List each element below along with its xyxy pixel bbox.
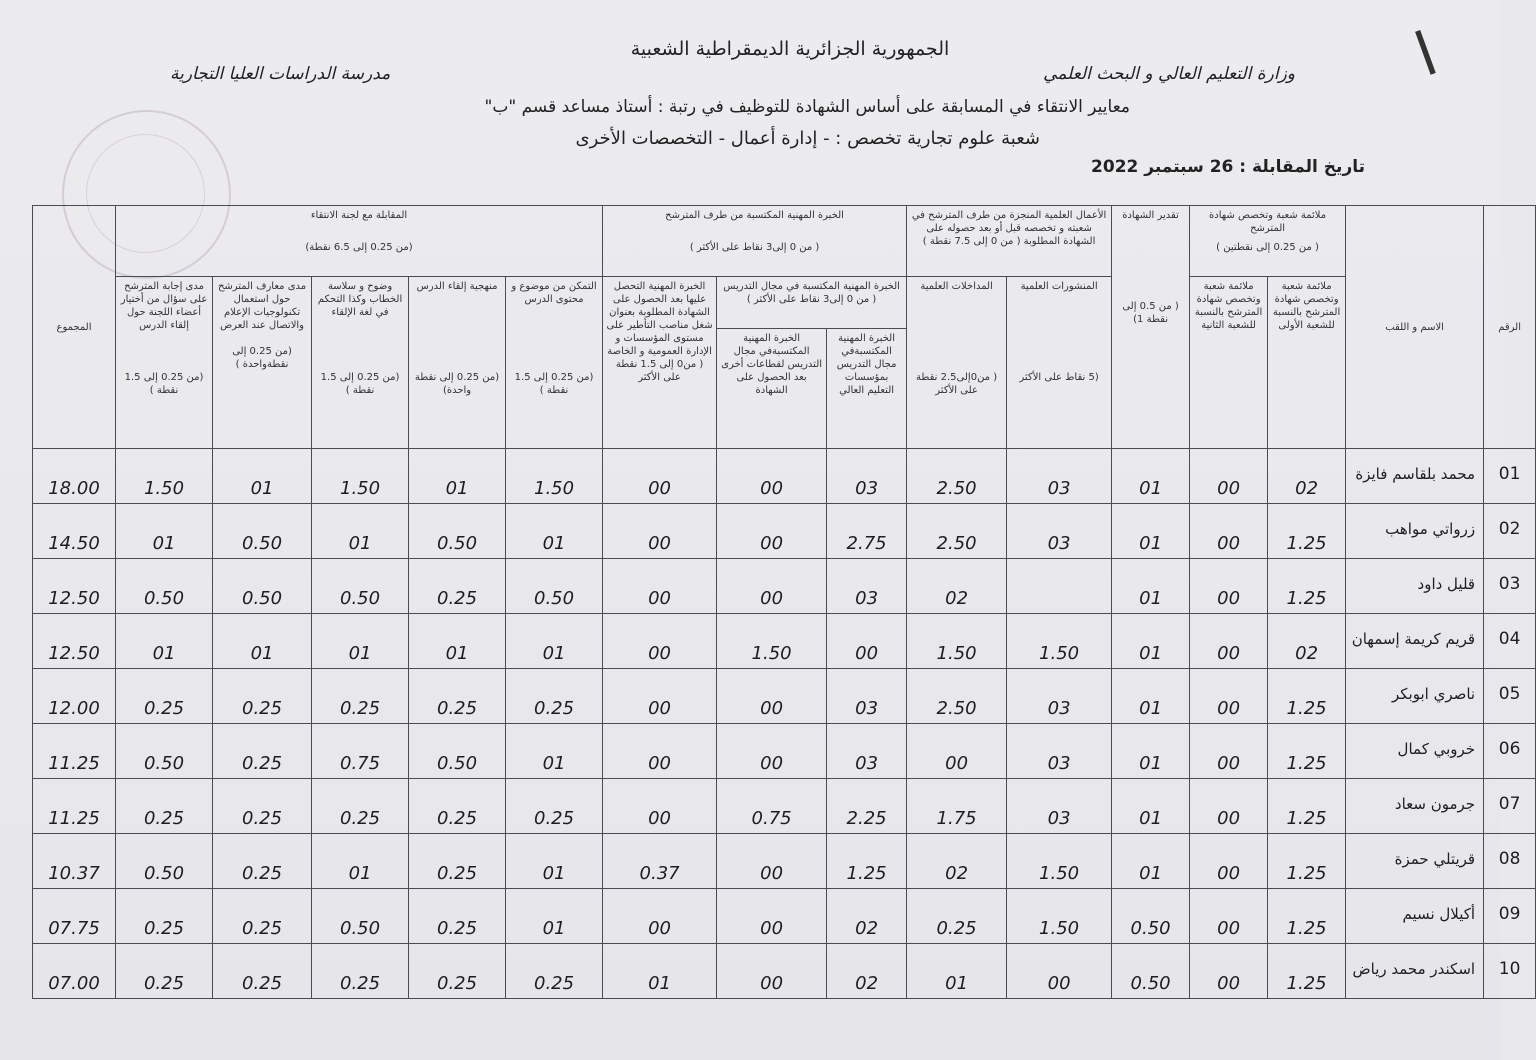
method-score: 0.25 xyxy=(409,834,506,889)
ict-score: 0.50 xyxy=(213,504,312,559)
header-total: المجموع xyxy=(33,206,116,449)
header-experience-group: الخبرة المهنية المكتسبة من طرف المترشح ( من 0 إلى3 نقاط على الأكثر ) xyxy=(603,206,907,277)
mastery-score: 0.25 xyxy=(506,779,603,834)
conferences-score: 2.50 xyxy=(907,504,1007,559)
candidate-name: ناصري ابوبكر xyxy=(1346,669,1484,724)
row-number: 01 xyxy=(1484,449,1536,504)
fit-first-score: 02 xyxy=(1268,614,1346,669)
clarity-score: 0.75 xyxy=(312,724,409,779)
clarity-score: 01 xyxy=(312,834,409,889)
mastery-score: 0.25 xyxy=(506,669,603,724)
header-name: الاسم و اللقب xyxy=(1346,206,1484,449)
exp-management-score: 00 xyxy=(603,669,717,724)
header-interview-group: المقابلة مع لجنة الانتقاء (من 0.25 إلى 6.5 نقطة) xyxy=(116,206,603,277)
exp-management-score: 0.37 xyxy=(603,834,717,889)
exp-other-sectors-score: 00 xyxy=(717,559,827,614)
fit-first-score: 1.25 xyxy=(1268,669,1346,724)
criteria-title: معايير الانتقاء في المسابقة على أساس الشهادة للتوظيف في رتبة : أستاذ مساعد قسم "ب" xyxy=(484,97,1130,117)
grade-score: 01 xyxy=(1112,834,1190,889)
fit-second-score: 00 xyxy=(1190,614,1268,669)
exp-management-score: 01 xyxy=(603,944,717,999)
exp-higher-ed-score: 00 xyxy=(827,614,907,669)
answer-score: 01 xyxy=(116,504,213,559)
publications-score: 03 xyxy=(1007,449,1112,504)
fit-first-score: 1.25 xyxy=(1268,779,1346,834)
row-number: 05 xyxy=(1484,669,1536,724)
exp-other-sectors-score: 00 xyxy=(717,449,827,504)
answer-score: 0.50 xyxy=(116,834,213,889)
header-exp-other-sectors: الخبرة المهنية المكتسبةفي مجال التدريس لقطاعات أخرى بعد الحصول على الشهادة xyxy=(717,329,827,449)
table-row xyxy=(33,504,1536,559)
row-number: 04 xyxy=(1484,614,1536,669)
grade-score: 01 xyxy=(1112,449,1190,504)
method-score: 0.50 xyxy=(409,724,506,779)
answer-score: 0.50 xyxy=(116,724,213,779)
row-number: 09 xyxy=(1484,889,1536,944)
mastery-score: 01 xyxy=(506,834,603,889)
row-number: 07 xyxy=(1484,779,1536,834)
exp-other-sectors-score: 0.75 xyxy=(717,779,827,834)
fit-second-score: 00 xyxy=(1190,669,1268,724)
method-score: 0.25 xyxy=(409,669,506,724)
clarity-score: 1.50 xyxy=(312,449,409,504)
conferences-score: 0.25 xyxy=(907,889,1007,944)
clarity-score: 0.25 xyxy=(312,779,409,834)
clarity-score: 0.50 xyxy=(312,559,409,614)
answer-score: 0.25 xyxy=(116,779,213,834)
mastery-score: 01 xyxy=(506,614,603,669)
ict-score: 0.25 xyxy=(213,779,312,834)
exp-higher-ed-score: 2.25 xyxy=(827,779,907,834)
table-row xyxy=(33,614,1536,669)
table-row xyxy=(33,889,1536,944)
publications-score: 1.50 xyxy=(1007,614,1112,669)
exp-other-sectors-score: 1.50 xyxy=(717,614,827,669)
fit-first-score: 02 xyxy=(1268,449,1346,504)
method-score: 0.25 xyxy=(409,559,506,614)
candidate-name: زرواتي مواهب xyxy=(1346,504,1484,559)
mastery-score: 1.50 xyxy=(506,449,603,504)
table-row xyxy=(33,449,1536,504)
table-row xyxy=(33,779,1536,834)
fit-first-score: 1.25 xyxy=(1268,834,1346,889)
total-score: 10.37 xyxy=(33,834,116,889)
grade-score: 01 xyxy=(1112,779,1190,834)
ict-score: 01 xyxy=(213,449,312,504)
exp-higher-ed-score: 02 xyxy=(827,944,907,999)
grade-score: 01 xyxy=(1112,559,1190,614)
header-exp-higher-ed: الخبرة المهنية المكتسبةفي مجال التدريس بمؤسسات التعليم العالي xyxy=(827,329,907,449)
exp-other-sectors-score: 00 xyxy=(717,834,827,889)
conferences-score: 1.50 xyxy=(907,614,1007,669)
total-score: 11.25 xyxy=(33,779,116,834)
conferences-score: 00 xyxy=(907,724,1007,779)
fit-second-score: 00 xyxy=(1190,504,1268,559)
grade-score: 0.50 xyxy=(1112,889,1190,944)
total-score: 18.00 xyxy=(33,449,116,504)
clarity-score: 01 xyxy=(312,614,409,669)
branch-line: شعبة علوم تجارية تخصص : - إدارة أعمال - التخصصات الأخرى xyxy=(575,128,1040,149)
candidate-name: قريتلي حمزة xyxy=(1346,834,1484,889)
header-fit-second: ملائمة شعبة وتخصص شهادة المترشح بالنسبة للشعبة الثانية xyxy=(1190,277,1268,449)
clarity-score: 01 xyxy=(312,504,409,559)
exp-higher-ed-score: 1.25 xyxy=(827,834,907,889)
publications-score: 00 xyxy=(1007,944,1112,999)
ict-score: 0.25 xyxy=(213,669,312,724)
candidate-name: خروبي كمال xyxy=(1346,724,1484,779)
answer-score: 0.25 xyxy=(116,889,213,944)
header-clarity: وضوح و سلاسة الخطاب وكذا التحكم في لغة الإلقاء (من 0.25 إلى 1.5 نقطة ) xyxy=(312,277,409,449)
fit-second-score: 00 xyxy=(1190,889,1268,944)
mastery-score: 0.25 xyxy=(506,944,603,999)
method-score: 0.50 xyxy=(409,504,506,559)
fit-first-score: 1.25 xyxy=(1268,559,1346,614)
grade-score: 01 xyxy=(1112,669,1190,724)
method-score: 01 xyxy=(409,449,506,504)
conferences-score: 2.50 xyxy=(907,669,1007,724)
exp-other-sectors-score: 00 xyxy=(717,669,827,724)
table-row xyxy=(33,669,1536,724)
row-number: 08 xyxy=(1484,834,1536,889)
ict-score: 0.25 xyxy=(213,724,312,779)
answer-score: 0.50 xyxy=(116,559,213,614)
exp-higher-ed-score: 03 xyxy=(827,449,907,504)
header-answer: مدى إجابة المترشح على سؤال من أختيار أعضاء اللجنة حول إلقاء الدرس (من 0.25 إلى 1.5 نقطة ) xyxy=(116,277,213,449)
conferences-score: 1.75 xyxy=(907,779,1007,834)
fit-second-score: 00 xyxy=(1190,724,1268,779)
header-fit-group: ملائمة شعبة وتخصص شهادة المترشح ( من 0.25 إلى نقطتين ) xyxy=(1190,206,1346,277)
ict-score: 0.25 xyxy=(213,889,312,944)
row-number: 06 xyxy=(1484,724,1536,779)
exp-other-sectors-score: 00 xyxy=(717,724,827,779)
row-number: 02 xyxy=(1484,504,1536,559)
publications-score: 1.50 xyxy=(1007,889,1112,944)
clarity-score: 0.25 xyxy=(312,944,409,999)
candidate-name: أكيلال نسيم xyxy=(1346,889,1484,944)
row-number: 10 xyxy=(1484,944,1536,999)
handwritten-mark-icon: ا xyxy=(1406,19,1447,91)
grade-score: 0.50 xyxy=(1112,944,1190,999)
header-fit-first: ملائمة شعبة وتخصص شهادة المترشح بالنسبة للشعبة الأولى xyxy=(1268,277,1346,449)
header-mastery: التمكن من موضوع و محتوى الدرس (من 0.25 إلى 1.5 نقطة ) xyxy=(506,277,603,449)
header-num: الرقم xyxy=(1484,206,1536,449)
exp-other-sectors-score: 00 xyxy=(717,889,827,944)
row-number: 03 xyxy=(1484,559,1536,614)
fit-second-score: 00 xyxy=(1190,449,1268,504)
table-row xyxy=(33,559,1536,614)
total-score: 12.50 xyxy=(33,614,116,669)
publications-score: 03 xyxy=(1007,779,1112,834)
header-works-group: الأعمال العلمية المنجزة من طرف المترشح في شعبته و تخصصه قبل أو بعد حصوله على الشهادة المطلوبة ( من 0 إلى 7.5 نقطة ) xyxy=(907,206,1112,277)
exp-higher-ed-score: 03 xyxy=(827,669,907,724)
exp-higher-ed-score: 03 xyxy=(827,559,907,614)
method-score: 0.25 xyxy=(409,944,506,999)
clarity-score: 0.25 xyxy=(312,669,409,724)
scores-table xyxy=(32,205,1536,999)
candidate-name: اسكندر محمد رياض xyxy=(1346,944,1484,999)
table-row xyxy=(33,834,1536,889)
header-method: منهجية إلقاء الدرس (من 0.25 إلى نقطة واحدة) xyxy=(409,277,506,449)
conferences-score: 02 xyxy=(907,834,1007,889)
grade-score: 01 xyxy=(1112,614,1190,669)
exp-other-sectors-score: 00 xyxy=(717,944,827,999)
fit-first-score: 1.25 xyxy=(1268,944,1346,999)
candidate-name: قريم كريمة إسمهان xyxy=(1346,614,1484,669)
table-row xyxy=(33,724,1536,779)
candidate-name: جرمون سعاد xyxy=(1346,779,1484,834)
method-score: 01 xyxy=(409,614,506,669)
candidate-name: قليل داود xyxy=(1346,559,1484,614)
table-row xyxy=(33,944,1536,999)
fit-second-score: 00 xyxy=(1190,834,1268,889)
ministry-name: وزارة التعليم العالي و البحث العلمي xyxy=(1043,64,1295,84)
exp-higher-ed-score: 03 xyxy=(827,724,907,779)
fit-second-score: 00 xyxy=(1190,559,1268,614)
mastery-score: 0.50 xyxy=(506,559,603,614)
answer-score: 01 xyxy=(116,614,213,669)
mastery-score: 01 xyxy=(506,724,603,779)
total-score: 12.50 xyxy=(33,559,116,614)
total-score: 07.75 xyxy=(33,889,116,944)
header-grade: تقدير الشهادة ( من 0.5 إلى نقطة 1) xyxy=(1112,206,1190,449)
grade-score: 01 xyxy=(1112,504,1190,559)
exp-other-sectors-score: 00 xyxy=(717,504,827,559)
table-body xyxy=(33,449,1536,999)
header-exp-management: الخبرة المهنية التحصل عليها بعد الحصول على الشهادة المطلوبة بعنوان شغل مناصب التأطير على مستوى المؤسسات و الإدارة العمومية و الخاصة ( من0 إلى 1.5 نقطة على الأكثر xyxy=(603,277,717,449)
fit-first-score: 1.25 xyxy=(1268,504,1346,559)
header-publications: المنشورات العلمية (5 نقاط على الأكثر xyxy=(1007,277,1112,449)
total-score: 12.00 xyxy=(33,669,116,724)
exp-higher-ed-score: 02 xyxy=(827,889,907,944)
school-name: مدرسة الدراسات العليا التجارية xyxy=(170,64,391,84)
exp-management-score: 00 xyxy=(603,449,717,504)
exp-management-score: 00 xyxy=(603,889,717,944)
interview-date: تاريخ المقابلة : 26 سبتمبر 2022 xyxy=(1091,157,1365,177)
header-conferences: المداخلات العلمية ( من0إلى2.5 نقطة على الأكثر xyxy=(907,277,1007,449)
publications-score: 03 xyxy=(1007,669,1112,724)
clarity-score: 0.50 xyxy=(312,889,409,944)
publications-score: 1.50 xyxy=(1007,834,1112,889)
total-score: 14.50 xyxy=(33,504,116,559)
fit-second-score: 00 xyxy=(1190,944,1268,999)
header-exp-teaching: الخبرة المهنية المكتسبة في مجال التدريس ( من 0 إلى3 نقاط على الأكثر ) xyxy=(717,277,907,329)
total-score: 11.25 xyxy=(33,724,116,779)
exp-higher-ed-score: 2.75 xyxy=(827,504,907,559)
publications-score: 03 xyxy=(1007,724,1112,779)
publications-score: 03 xyxy=(1007,504,1112,559)
ict-score: 0.25 xyxy=(213,944,312,999)
total-score: 07.00 xyxy=(33,944,116,999)
ict-score: 01 xyxy=(213,614,312,669)
mastery-score: 01 xyxy=(506,504,603,559)
answer-score: 0.25 xyxy=(116,669,213,724)
fit-first-score: 1.25 xyxy=(1268,724,1346,779)
answer-score: 0.25 xyxy=(116,944,213,999)
header-ict: مدى معارف المترشح حول استعمال تكنولوجيات الإعلام والاتصال عند العرض (من 0.25 إلى نقطةواحدة ) xyxy=(213,277,312,449)
conferences-score: 02 xyxy=(907,559,1007,614)
exp-management-score: 00 xyxy=(603,504,717,559)
answer-score: 1.50 xyxy=(116,449,213,504)
publications-score xyxy=(1007,559,1112,614)
fit-first-score: 1.25 xyxy=(1268,889,1346,944)
mastery-score: 01 xyxy=(506,889,603,944)
conferences-score: 2.50 xyxy=(907,449,1007,504)
candidate-name: محمد بلقاسم فايزة xyxy=(1346,449,1484,504)
exp-management-score: 00 xyxy=(603,559,717,614)
grade-score: 01 xyxy=(1112,724,1190,779)
fit-second-score: 00 xyxy=(1190,779,1268,834)
method-score: 0.25 xyxy=(409,889,506,944)
ict-score: 0.50 xyxy=(213,559,312,614)
exp-management-score: 00 xyxy=(603,724,717,779)
republic-title: الجمهورية الجزائرية الديمقراطية الشعبية xyxy=(630,38,950,60)
conferences-score: 01 xyxy=(907,944,1007,999)
exp-management-score: 00 xyxy=(603,614,717,669)
ict-score: 0.25 xyxy=(213,834,312,889)
exp-management-score: 00 xyxy=(603,779,717,834)
method-score: 0.25 xyxy=(409,779,506,834)
